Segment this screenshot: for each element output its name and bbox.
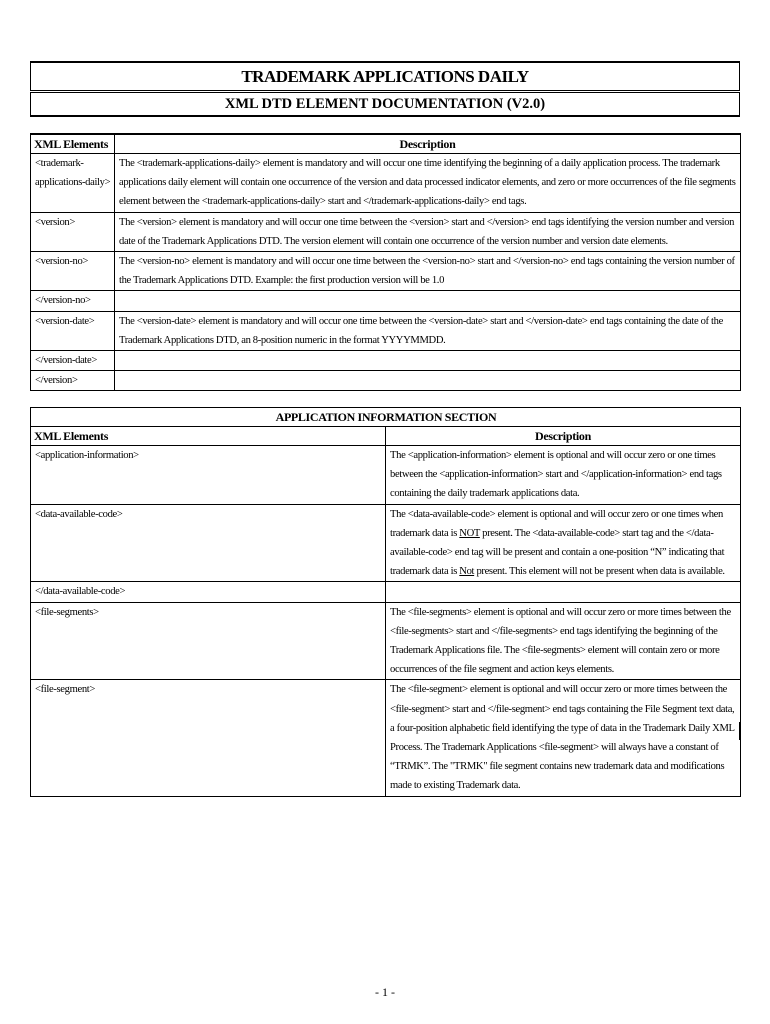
version-elements-table [30,133,741,391]
element-cell: <version-no> [31,252,115,291]
element-cell: <version-date> [31,311,115,350]
description-cell: The <trademark-applications-daily> element is mandatory and will occur one time identifying the beginning of a daily application process. The trademark applications daily element will contain one occurrence of the version and data processed indicator elements, and zero or more occurrences of the file segments element between the <trademark-applications-daily> start and </trademark-applications-daily> end tags. [115,154,741,213]
table-row [31,351,741,371]
description-text: present. This element will not be present when data is available. [474,566,725,578]
table-row [31,252,741,291]
table-row [31,446,741,505]
column-header-description: Description [386,427,741,446]
document-subtitle: XML DTD ELEMENT DOCUMENTATION (V2.0) [30,92,740,117]
element-cell: </data-available-code> [31,582,386,602]
description-text: The <data-available-code> element is optional and will occur zero or one times when trademark data is [390,508,723,539]
description-cell: The <version-date> element is mandatory and will occur one time between the <version-date> start and </version-date> end tags containing the date of the Trademark Applications DTD, an 8-position numeric in the format YYYYMMDD. [115,311,741,350]
element-cell: </version-no> [31,291,115,311]
section-title-row [31,408,741,427]
element-cell: </version> [31,371,115,391]
table-header-row [31,427,741,446]
document-title: TRADEMARK APPLICATIONS DAILY [30,61,740,91]
table-row [31,680,741,796]
application-information-table [30,407,741,797]
element-cell: <version> [31,212,115,251]
table-header-row [31,134,741,154]
description-cell [386,504,741,582]
description-cell: The <version> element is mandatory and will occur one time between the <version> start and </version> end tags identifying the version number and version date of the Trademark Applications DTD. The version element will contain one occurrence of the version number and version date elements. [115,212,741,251]
description-cell [115,291,741,311]
description-cell: The <file-segment> element is optional and will occur zero or more times between the <file-segment> start and </file-segment> end tags containing the File Segment text data, a four-position alphabetic field identifying the type of data in the Trademark Daily XML Process. The Trademark Applications <file-segment> will always have a constant of “TRMK”. The "TRMK" file segment contains new trademark data and modifications made to existing Trademark data. [386,680,741,796]
table-row [31,291,741,311]
table-row [31,154,741,213]
element-cell: <trademark-applications-daily> [31,154,115,213]
underlined-text: Not [459,566,475,578]
column-header-description: Description [115,134,741,154]
description-text: present. The <data-available-code> start tag and the </data-available-code> end tag will be present and contain a one-position “N” indicating that trademark data is [390,527,725,578]
element-cell: <file-segment> [31,680,386,796]
table-row [31,582,741,602]
section-title: APPLICATION INFORMATION SECTION [31,408,741,427]
element-cell: </version-date> [31,351,115,371]
table-row [31,212,741,251]
table-row [31,311,741,350]
description-cell [115,351,741,371]
description-cell: The <file-segments> element is optional and will occur zero or more times between the <file-segments> start and </file-segments> end tags identifying the beginning of the Trademark Applications file. The <file-segments> element will contain zero or more occurrences of the file segment and action keys elements. [386,602,741,680]
element-cell: <data-available-code> [31,504,386,582]
description-cell: The <application-information> element is optional and will occur zero or one times between the <application-information> start and </application-information> end tags containing the daily trademark applications data. [386,446,741,505]
description-cell [115,371,741,391]
document-header [30,61,740,117]
table-row [31,371,741,391]
table-continuation-line [739,722,740,740]
description-cell: The <version-no> element is mandatory and will occur one time between the <version-no> start and </version-no> end tags containing the version number of the Trademark Applications DTD. Example: the first production version will be 1.0 [115,252,741,291]
table-row [31,602,741,680]
page-number: - 1 - [375,985,395,999]
column-header-elements: XML Elements [31,427,386,446]
column-header-elements: XML Elements [31,134,115,154]
description-cell [386,582,741,602]
underlined-text: NOT [459,527,480,539]
table-row [31,504,741,582]
element-cell: <file-segments> [31,602,386,680]
element-cell: <application-information> [31,446,386,505]
